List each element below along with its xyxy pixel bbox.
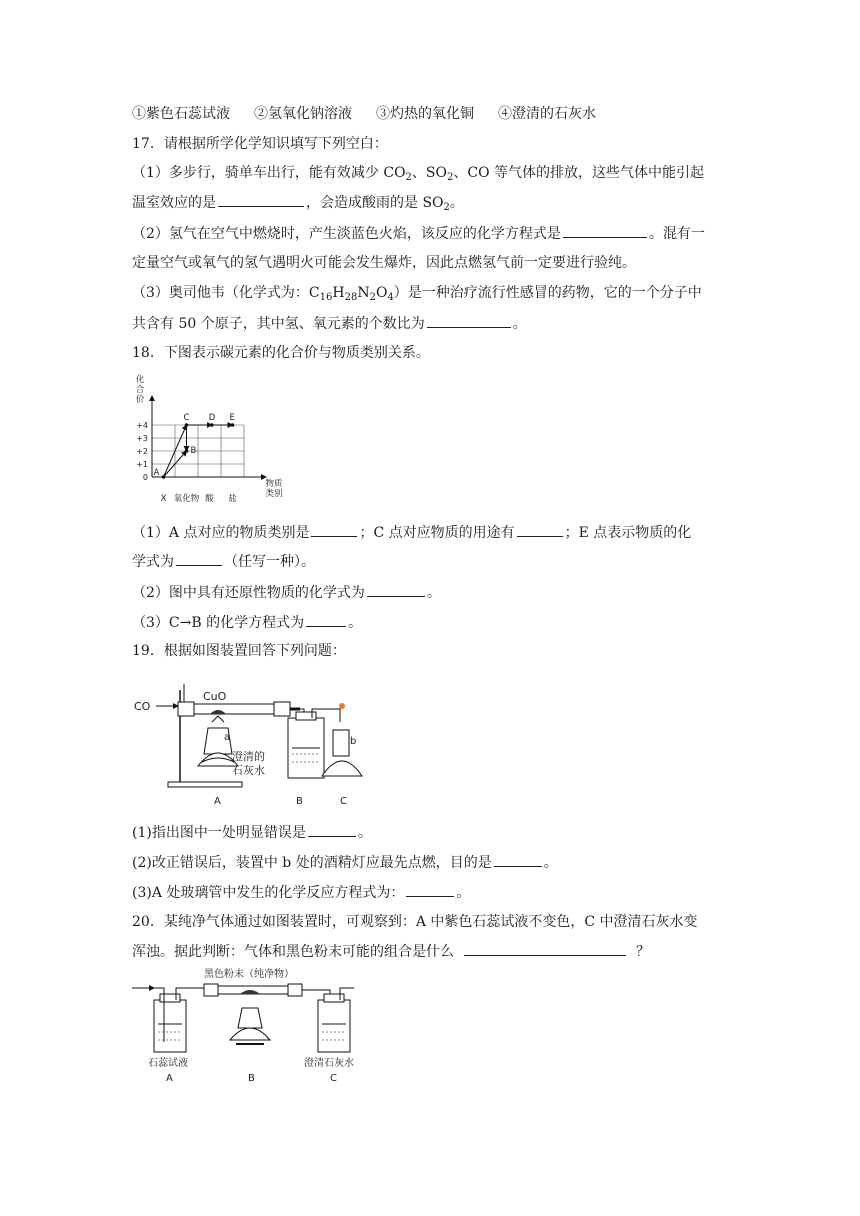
co-reduction-apparatus	[128, 662, 368, 812]
litmus-label: 石蕊试液	[148, 1058, 188, 1069]
answer-blank[interactable]	[494, 852, 542, 867]
q19-p3: (3)A 处玻璃管中发生的化学反应方程式为： 。	[132, 882, 470, 903]
answer-blank[interactable]	[306, 612, 346, 627]
cuo-label: CuO	[203, 690, 227, 703]
chart-points	[154, 413, 235, 479]
y-tick-label: +4	[136, 421, 148, 430]
y-tick-labels	[136, 421, 148, 482]
y-tick-label: +3	[136, 434, 148, 443]
lime-water-label-2: 石灰水	[232, 764, 265, 777]
gas-test-apparatus	[128, 964, 368, 1086]
q17-p3-line1: （3）奥司他韦（化学式为：$C_{16}H_{28}N_2O_4$）是一种治疗流行性感冒的药物，它的一个分子中	[132, 285, 702, 303]
options-line	[132, 104, 596, 124]
q19-p2: (2)改正错误后，装置中 b 处的酒精灯应最先点燃，目的是 。	[132, 852, 558, 873]
y-tick-label: 0	[142, 473, 148, 482]
answer-blank[interactable]	[406, 882, 454, 897]
lamp-b-label: b	[350, 736, 357, 747]
chart-grid	[152, 425, 244, 477]
label-A: A	[214, 796, 221, 807]
lime-water-label: 澄清石灰水	[304, 1058, 354, 1069]
y-axis-label-char: 合	[135, 385, 145, 395]
answer-blank[interactable]	[517, 522, 563, 537]
x-axis-label-line: 物质	[265, 479, 283, 489]
chart-point-A	[162, 475, 166, 479]
q20-line2: 浑浊。据此判断：气体和黑色粉末可能的组合是什么 ？	[132, 941, 650, 962]
q19-title: 19．根据如图装置回答下列问题：	[132, 643, 346, 659]
x-tick-label: 酸	[205, 494, 214, 504]
q17-p2-line2: 定量空气或氧气的氢气遇明火可能会发生爆炸，因此点燃氢气前一定要进行验纯。	[132, 255, 636, 271]
label-C: C	[330, 1073, 337, 1084]
chart-point-label-B: B	[190, 446, 197, 456]
answer-blank[interactable]	[218, 192, 304, 207]
q18-p2: （2）图中具有还原性物质的化学式为 。	[132, 582, 441, 603]
co-label: CO	[134, 700, 151, 713]
valence-chart	[128, 372, 288, 512]
y-tick-label: +1	[136, 460, 148, 469]
x-tick-label: 盐	[228, 494, 237, 504]
chart-point-C	[185, 423, 189, 427]
answer-blank[interactable]	[367, 582, 425, 597]
q18-p1-line1: （1）A 点对应的物质类别是 ；C 点对应物质的用途有 ；E 点表示物质的化	[132, 522, 691, 543]
y-axis-label-char: 价	[135, 395, 145, 405]
q17-p2-line1: （2）氢气在空气中燃烧时，产生淡蓝色火焰，该反应的化学方程式是 。混有一	[132, 223, 705, 244]
chart-point-E	[231, 423, 235, 427]
q20-line1: 20．某纯净气体通过如图装置时，可观察到：A 中紫色石蕊试液不变色，C 中澄清石灰水变	[132, 914, 698, 930]
lime-water-label-1: 澄清的	[232, 750, 265, 763]
chart-point-label-A: A	[153, 468, 160, 478]
x-tick-label: 氧化物	[173, 494, 200, 504]
x-tick-labels	[161, 493, 238, 504]
answer-blank[interactable]	[176, 551, 222, 566]
q18-p1-line2: 学式为 （任写一种）。	[132, 551, 315, 572]
q17-title: 17．请根据所学化学知识填写下列空白：	[132, 136, 388, 152]
chart-point-B	[185, 449, 189, 453]
q18-title: 18．下图表示碳元素的化合价与物质类别关系。	[132, 345, 430, 361]
answer-blank[interactable]	[427, 313, 511, 328]
y-axis-label	[136, 374, 145, 405]
chart-point-label-D: D	[208, 413, 216, 423]
chart-point-label-C: C	[183, 413, 190, 423]
x-axis-label-line: 类别	[265, 489, 283, 499]
q19-p1: (1)指出图中一处明显错误是 。	[132, 822, 372, 843]
answer-blank[interactable]	[308, 822, 356, 837]
label-C: C	[340, 796, 347, 807]
q17-p1-line2: 温室效应的是 ，会造成酸雨的是 $SO_2$。	[132, 192, 464, 213]
label-B: B	[296, 796, 303, 807]
x-tick-label: X	[160, 494, 167, 504]
y-tick-label: +2	[136, 447, 148, 456]
option-3: ③灼热的氧化铜	[376, 106, 474, 122]
y-axis-label-char: 化	[135, 375, 145, 385]
answer-blank[interactable]	[464, 941, 626, 956]
q17-p3-line2: 共含有 50 个原子，其中氢、氧元素的个数比为 。	[132, 313, 527, 334]
q18-p3: （3）C→B 的化学方程式为 。	[132, 612, 362, 633]
chart-point-D	[210, 423, 214, 427]
label-B: B	[248, 1073, 255, 1084]
label-A: A	[166, 1073, 173, 1084]
x-axis-label	[265, 478, 283, 499]
option-1: ①紫色石蕊试液	[132, 106, 230, 122]
option-4: ④澄清的石灰水	[498, 106, 596, 122]
black-powder-label: 黑色粉末（纯净物）	[204, 969, 294, 980]
option-2: ②氢氧化钠溶液	[254, 106, 352, 122]
answer-blank[interactable]	[311, 522, 357, 537]
chart-point-label-E: E	[229, 413, 235, 423]
answer-blank[interactable]	[563, 223, 647, 238]
q17-p1-line1: （1）多步行，骑单车出行，能有效减少 $CO_2$、$SO_2$、CO 等气体的排放，这些气体中能引起	[132, 165, 705, 183]
lamp-a-label: a	[224, 732, 231, 743]
